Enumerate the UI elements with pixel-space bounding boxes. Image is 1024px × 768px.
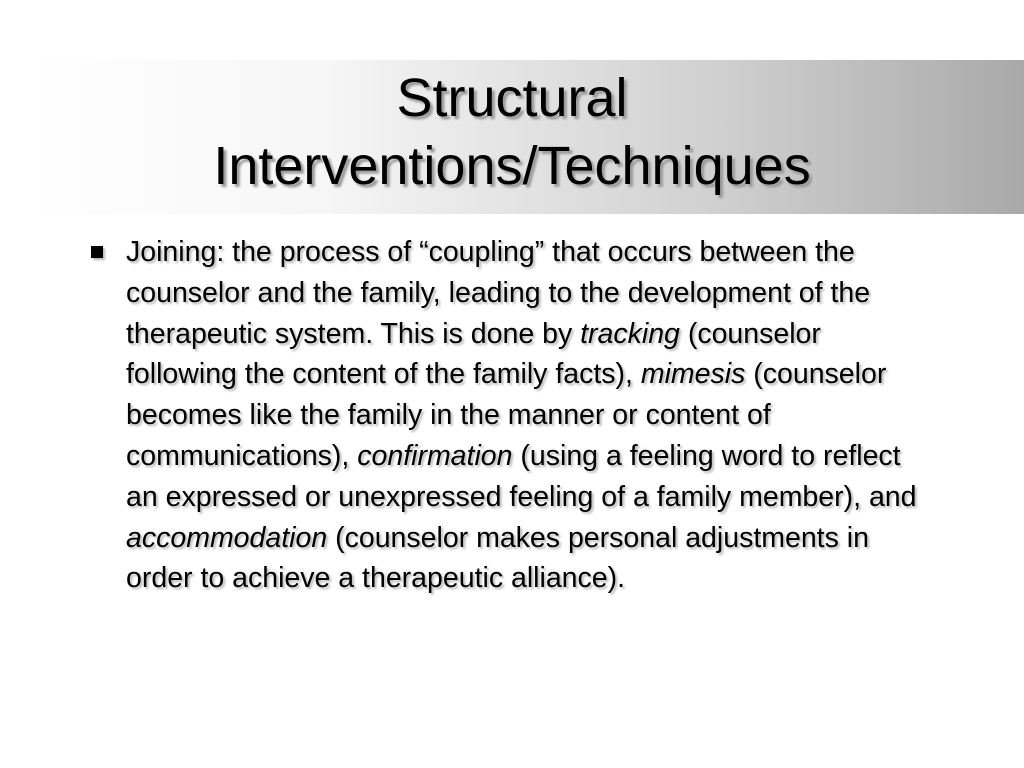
bullet-item-joining (88, 232, 938, 599)
bullet-text-intro: Joining: the process of “coupling” that occurs between the counselor and the family, leading to the development of the therapeutic system. This is done by (126, 236, 871, 350)
term-mimesis: mimesis (640, 358, 746, 391)
square-bullet-icon (91, 246, 103, 258)
term-confirmation: confirmation (357, 439, 513, 472)
term-tracking: tracking (580, 317, 680, 350)
bullet-text-mimesis-desc: (counselor becomes like the family in the manner or content of communications), (126, 358, 887, 472)
slide-title-line-2: Interventions/Techniques (213, 136, 811, 196)
bullet-text-accommodation-desc: (counselor makes personal adjustments in order to achieve a therapeutic alliance). (126, 521, 869, 595)
bullet-text-tracking-desc: (counselor following the content of the family facts), (126, 317, 821, 391)
slide-title-line-1: Structural (396, 68, 628, 128)
slide-title (0, 64, 1024, 200)
bullet-list (88, 232, 938, 599)
bullet-text-confirmation-desc: (using a feeling word to reflect an expressed or unexpressed feeling of a family member), and (126, 439, 917, 513)
term-accommodation: accommodation (126, 521, 328, 554)
